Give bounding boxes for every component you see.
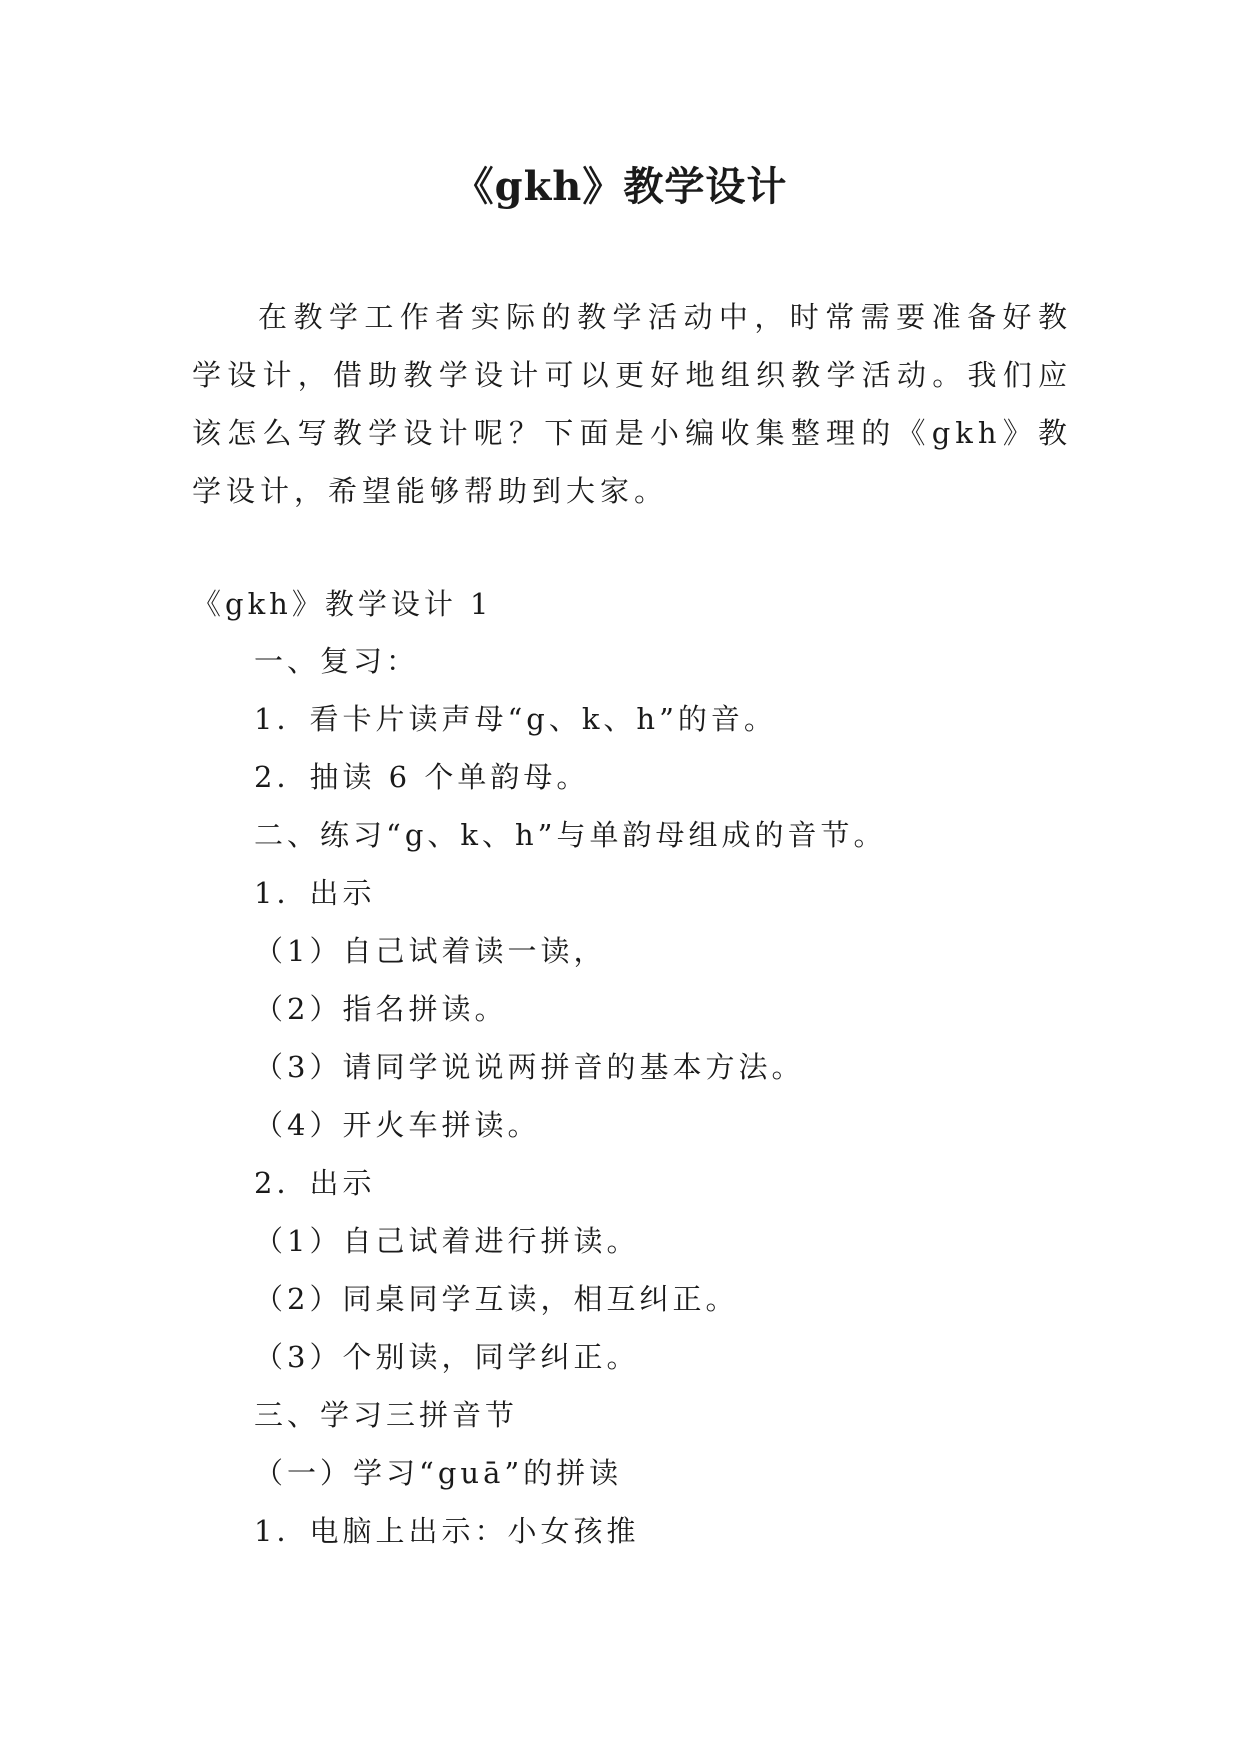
- list-item: （一）学习“guā”的拼读: [254, 1456, 623, 1490]
- list-item: （3）个别读，同学纠正。: [254, 1340, 640, 1374]
- section-heading: 《gkh》教学设计 1: [192, 587, 493, 621]
- list-item: 二、练习“g、k、h”与单韵母组成的音节。: [254, 818, 887, 852]
- list-item: （2）指名拼读。: [254, 992, 508, 1026]
- list-item: 1．电脑上出示：小女孩推: [254, 1514, 640, 1548]
- list-item: 2．抽读 6 个单韵母。: [254, 760, 590, 794]
- list-item: 2．出示: [254, 1166, 376, 1200]
- list-item: （2）同桌同学互读，相互纠正。: [254, 1282, 739, 1316]
- list-item: （4）开火车拼读。: [254, 1108, 541, 1142]
- list-item: （3）请同学说说两拼音的基本方法。: [254, 1050, 805, 1084]
- list-item: （1）自己试着读一读，: [254, 934, 607, 968]
- list-item: （1）自己试着进行拼读。: [254, 1224, 640, 1258]
- list-item: 一、复习：: [254, 644, 420, 678]
- list-item: 1．看卡片读声母“g、k、h”的音。: [254, 702, 777, 736]
- list-item: 1．出示: [254, 876, 376, 910]
- document-title: 《gkh》教学设计: [453, 163, 788, 210]
- intro-paragraph: 在教学工作者实际的教学活动中，时常需要准备好教学设计，借助教学设计可以更好地组织教学活动。我们应该怎么写教学设计呢？下面是小编收集整理的《gkh》教学设计，希望能够帮助到大家。: [192, 300, 1072, 508]
- list-item: 三、学习三拼音节: [254, 1398, 519, 1432]
